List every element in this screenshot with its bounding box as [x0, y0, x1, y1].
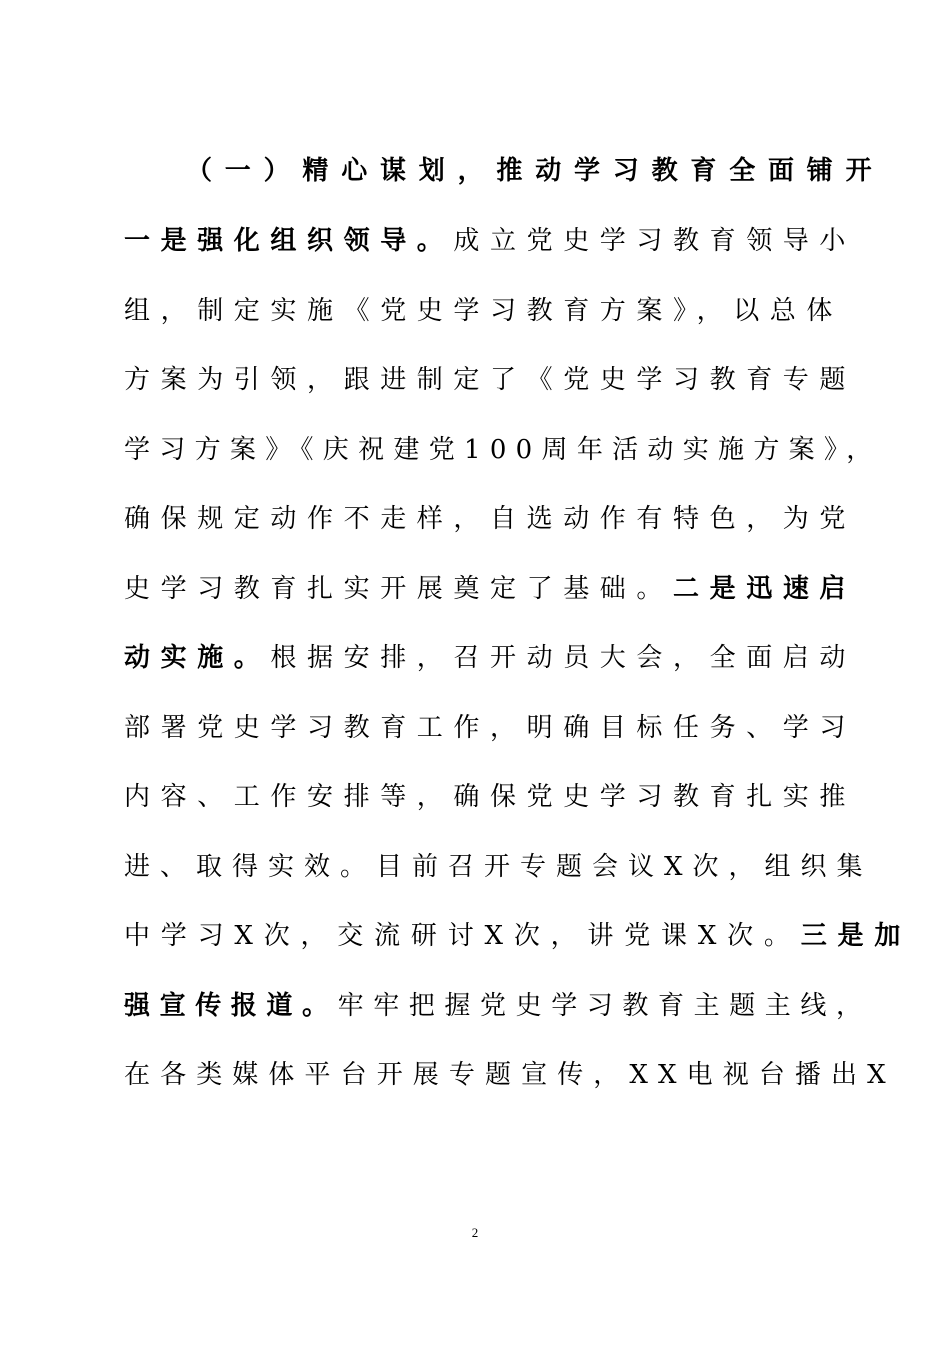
- text-run: 根据安排，召开动员大会，全面启动: [270, 643, 857, 673]
- text-run: 内容、工作安排等，确保党史学习教育扎实推: [124, 782, 857, 812]
- section-heading: （一）精心谋划，推动学习教育全面铺开: [186, 156, 885, 186]
- paragraph-line-7: [124, 638, 857, 678]
- text-run: 中学习X次，交流研讨X次，讲党课X次。: [124, 921, 801, 951]
- text-run: 方案为引领，跟进制定了《党史学习教育专题: [124, 365, 857, 395]
- paragraph-line-2: [124, 291, 844, 331]
- text-run: 牢牢把握党史学习教育主题主线，: [337, 991, 872, 1021]
- paragraph-line-8: [124, 708, 857, 748]
- bold-run: 二是迅速启: [673, 574, 857, 604]
- bold-run: 动实施。: [124, 643, 271, 673]
- paragraph-line-13: [124, 1055, 896, 1095]
- paragraph-line-3: [124, 360, 857, 400]
- paragraph-line-5: [124, 499, 857, 539]
- text-run: 进、取得实效。目前召开专题会议X次，组织集: [124, 852, 873, 882]
- paragraph-line-4: [124, 430, 882, 470]
- paragraph-line-11: [124, 916, 912, 956]
- paragraph-line-6: [124, 569, 857, 609]
- text-run: 确保规定动作不走样，自选动作有特色，为党: [124, 504, 857, 534]
- text-run: 学习方案》《庆祝建党100周年活动实施方案》，: [124, 435, 882, 465]
- text-run: 部署党史学习教育工作，明确目标任务、学习: [124, 713, 857, 743]
- text-run: 组，制定实施《党史学习教育方案》，以总体: [124, 296, 844, 326]
- bold-run: 一是强化组织领导。: [124, 226, 454, 256]
- paragraph-line-9: [124, 777, 857, 817]
- paragraph-line-10: [124, 847, 873, 887]
- bold-run: 三是加: [800, 921, 912, 951]
- page-number: 2: [471, 1225, 479, 1240]
- text-run: 史学习教育扎实开展奠定了基础。: [124, 574, 674, 604]
- paragraph-line-12: [124, 986, 872, 1026]
- paragraph-line-1: [124, 221, 857, 261]
- text-run: 在各类媒体平台开展专题宣传，XX电视台播出X: [124, 1060, 896, 1090]
- bold-run: 强宣传报道。: [124, 991, 338, 1021]
- text-run: 成立党史学习教育领导小: [453, 226, 857, 256]
